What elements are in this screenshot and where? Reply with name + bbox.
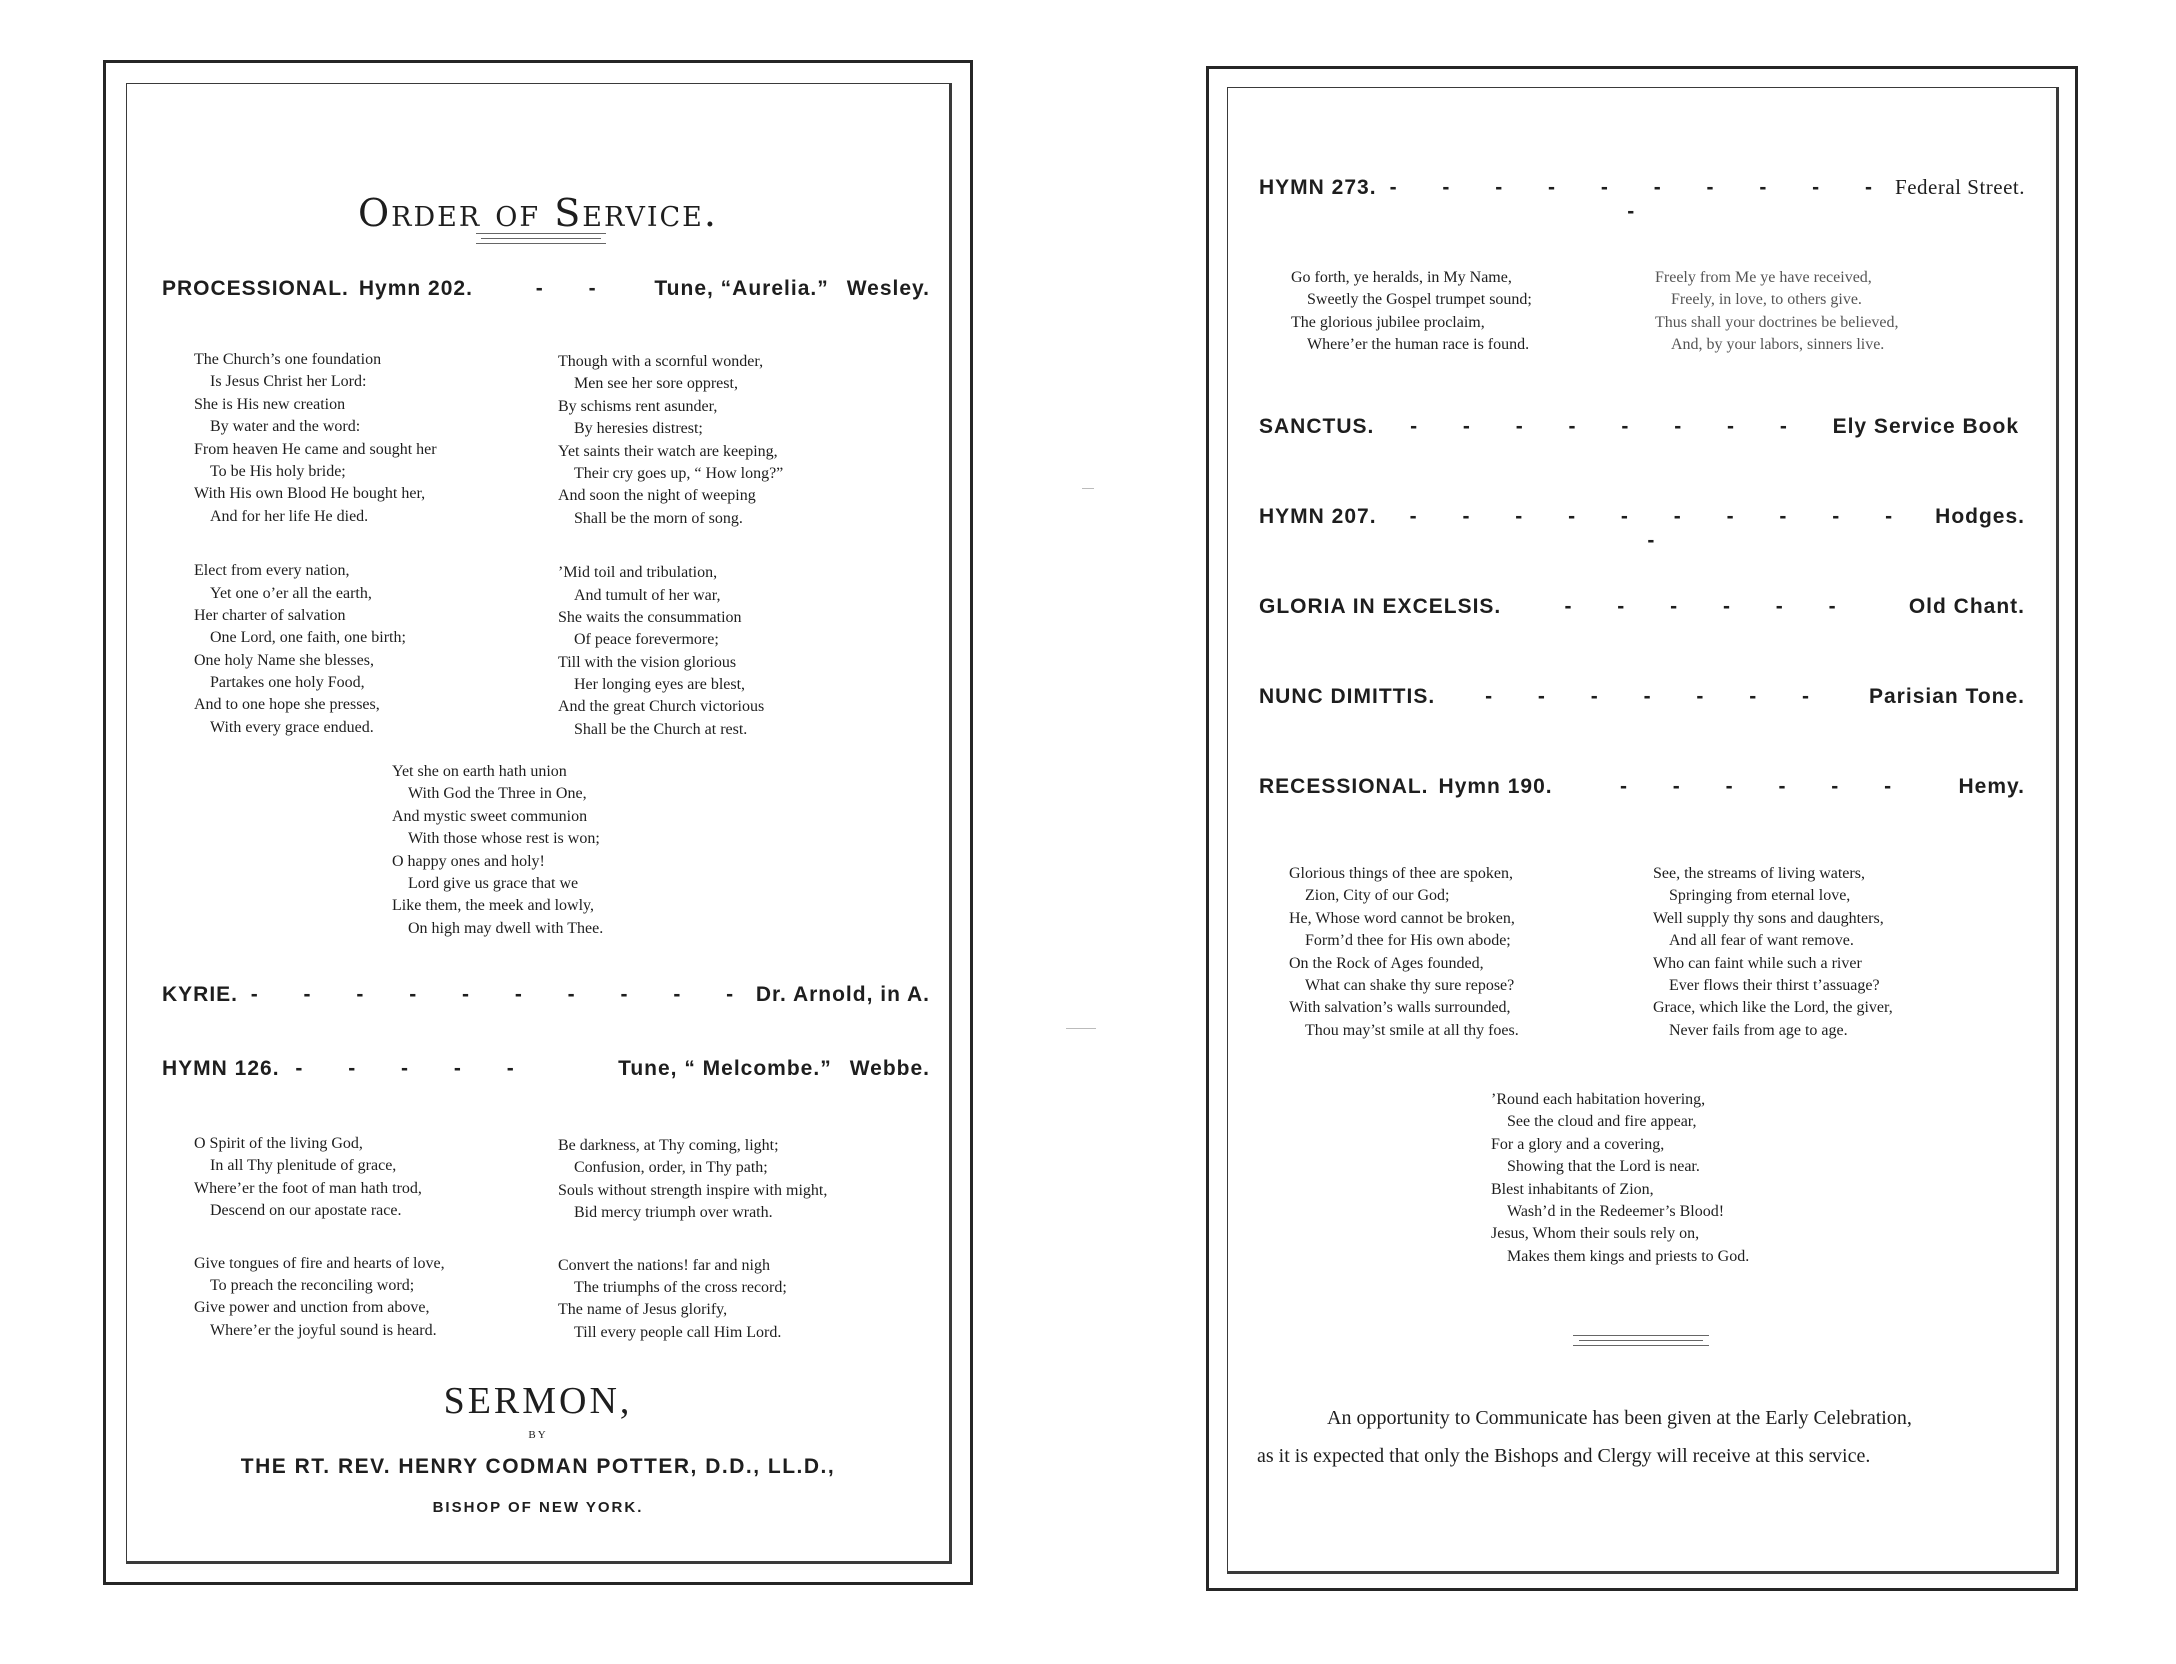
verse-line: The triumphs of the cross record; — [574, 1278, 787, 1296]
verse-line: Makes them kings and priests to God. — [1507, 1247, 1750, 1265]
hymn-126-column-1 — [194, 1133, 445, 1342]
verse-line: Where’er the human race is found. — [1307, 336, 1530, 354]
closing-ornament-rule-2 — [1579, 1340, 1703, 1341]
verse-line: Be darkness, at Thy coming, light; — [558, 1137, 779, 1154]
verse-line: And to one hope she presses, — [194, 696, 380, 714]
hymn-273-entry — [1259, 175, 2025, 224]
hymn-207-composer: Hodges. — [1935, 505, 2025, 528]
verse-line: Never fails from age to age. — [1669, 1021, 1848, 1039]
sermon-title: SERMON, — [443, 1380, 633, 1422]
communion-note-line-1: An opportunity to Communicate has been given at the Early Celebration, — [1327, 1407, 1912, 1429]
hymn-126-tune: Tune, “ Melcombe.” — [618, 1057, 832, 1080]
verse-line: Freely from Me ye have received, — [1655, 269, 1872, 286]
verse-line: Of peace forevermore; — [574, 631, 719, 649]
verse-line: Is Jesus Christ her Lord: — [210, 373, 367, 391]
verse-line: Till with the vision glorious — [558, 653, 737, 671]
hymn-190-column-2 — [1653, 863, 1893, 1042]
verse-line: And for her life He died. — [210, 507, 369, 525]
recessional-hymn-number: Hymn 190. — [1438, 775, 1553, 798]
verse-line: With every grace endued. — [210, 718, 374, 736]
verse-line: For a glory and a covering, — [1491, 1135, 1665, 1153]
sermon-by: BY — [528, 1429, 548, 1441]
right-page — [1206, 66, 2078, 1591]
verse-line: Shall be the morn of song. — [574, 509, 743, 527]
sanctus-leader: - - - - - - - - — [1410, 415, 1807, 438]
verse-line: With His own Blood He bought her, — [194, 485, 426, 503]
verse-line: Yet saints their watch are keeping, — [558, 442, 778, 460]
sermon-bishop-of: BISHOP OF NEW YORK. — [432, 1499, 644, 1516]
stanza-break — [194, 528, 437, 560]
verse-line: From heaven He came and sought her — [194, 440, 437, 458]
processional-tune: Tune, “Aurelia.” — [654, 277, 829, 300]
processional-hymn-number: Hymn 202. — [358, 277, 473, 300]
sanctus-setting: Ely Service Book — [1832, 415, 2019, 438]
verse-line: O happy ones and holy! — [392, 852, 545, 870]
verse-line: Descend on our apostate race. — [210, 1202, 402, 1220]
verse-line: See, the streams of living waters, — [1653, 865, 1865, 882]
verse-line: On high may dwell with Thee. — [408, 919, 604, 937]
stanza-break — [194, 1223, 445, 1253]
nunc-dimittis-setting: Parisian Tone. — [1869, 685, 2025, 708]
closing-ornament-rule-3 — [1573, 1345, 1709, 1346]
verse-line: Yet she on earth hath union — [392, 763, 567, 780]
verse-line: Showing that the Lord is near. — [1507, 1158, 1700, 1176]
verse-line: And the great Church victorious — [558, 698, 765, 716]
title-ornament-rule — [476, 233, 606, 234]
verse-line: Sweetly the Gospel trumpet sound; — [1307, 291, 1532, 309]
verse-line: To be His holy bride; — [210, 462, 346, 480]
verse-line: Though with a scornful wonder, — [558, 353, 764, 370]
hymn-190-column-1 — [1289, 863, 1519, 1042]
stanza-break — [558, 530, 783, 562]
verse-line: Go forth, ye heralds, in My Name, — [1291, 269, 1512, 286]
gloria-entry — [1259, 595, 2025, 619]
verse-line: The name of Jesus glorify, — [558, 1301, 728, 1319]
verse-line: With those whose rest is won; — [408, 830, 600, 848]
verse-line: Who can faint while such a river — [1653, 954, 1862, 972]
processional-composer: Wesley. — [846, 277, 930, 300]
hymn-126-entry — [162, 1057, 930, 1081]
recessional-entry — [1259, 775, 2025, 799]
verse-line: ’Round each habitation hovering, — [1491, 1091, 1706, 1108]
communion-note — [1257, 1399, 2027, 1475]
processional-label: PROCESSIONAL. — [162, 277, 349, 300]
nunc-dimittis-label: NUNC DIMITTIS. — [1259, 685, 1436, 708]
verse-line: Freely, in love, to others give. — [1671, 291, 1862, 309]
hymn-126-leader: - - - - - — [295, 1057, 534, 1080]
recessional-composer: Hemy. — [1958, 775, 2025, 798]
verse-line: Thou may’st smile at all thy foes. — [1305, 1021, 1519, 1039]
kyrie-entry — [162, 983, 930, 1007]
verse-line: The Church’s one foundation — [194, 351, 382, 368]
verse-line: On the Rock of Ages founded, — [1289, 954, 1484, 972]
verse-line: Bid mercy triumph over wrath. — [574, 1204, 773, 1222]
verse-line: In all Thy plenitude of grace, — [210, 1157, 397, 1175]
verse-line: What can shake thy sure repose? — [1305, 976, 1515, 994]
verse-line: Form’d thee for His own abode; — [1305, 932, 1511, 950]
verse-line: Men see her sore opprest, — [574, 375, 738, 393]
hymn-190-column-3 — [1491, 1089, 1749, 1268]
title-ornament-rule-3 — [476, 243, 606, 244]
verse-line: Confusion, order, in Thy path; — [574, 1159, 768, 1177]
verse-line: And, by your labors, sinners live. — [1671, 336, 1885, 354]
verse-line: Grace, which like the Lord, the giver, — [1653, 999, 1893, 1017]
verse-line: The glorious jubilee proclaim, — [1291, 313, 1485, 331]
hymn-202-column-1 — [194, 349, 437, 739]
kyrie-leader: - - - - - - - - - - — [250, 983, 754, 1006]
verse-line: Springing from eternal love, — [1669, 887, 1851, 905]
kyrie-setting: Dr. Arnold, in A. — [755, 983, 930, 1006]
title-ornament-rule-2 — [481, 238, 601, 239]
verse-line: Glorious things of thee are spoken, — [1289, 865, 1513, 882]
verse-line: Partakes one holy Food, — [210, 674, 365, 692]
verse-line: One Lord, one faith, one birth; — [210, 629, 406, 647]
kyrie-label: KYRIE. — [162, 983, 239, 1006]
verse-line: Blest inhabitants of Zion, — [1491, 1180, 1654, 1198]
recessional-label: RECESSIONAL. — [1259, 775, 1429, 798]
gutter-mark — [1082, 488, 1094, 489]
hymn-207-leader: - - - - - - - - - - - — [1409, 505, 1913, 552]
verse-line: By water and the word: — [210, 418, 361, 436]
closing-ornament-rule — [1573, 1335, 1709, 1336]
verse-line: Yet one o’er all the earth, — [210, 584, 372, 602]
verse-line: Their cry goes up, “ How long?” — [574, 464, 784, 482]
verse-line: She waits the consummation — [558, 608, 742, 626]
verse-line: Shall be the Church at rest. — [574, 720, 748, 738]
verse-line: Her longing eyes are blest, — [574, 676, 746, 694]
gloria-leader: - - - - - - — [1564, 595, 1856, 618]
verse-line: Give tongues of fire and hearts of love, — [194, 1254, 445, 1272]
gutter-mark — [1066, 1028, 1096, 1029]
verse-line: And soon the night of weeping — [558, 487, 756, 505]
verse-line: Where’er the joyful sound is heard. — [210, 1321, 437, 1339]
order-of-service-title: Order of Service. — [358, 191, 718, 235]
verse-line: Till every people call Him Lord. — [574, 1323, 782, 1341]
verse-line: Like them, the meek and lowly, — [392, 897, 595, 915]
gloria-setting: Old Chant. — [1908, 595, 2025, 618]
verse-line: And tumult of her war, — [574, 586, 721, 604]
verse-line: Lord give us grace that we — [408, 874, 579, 892]
sermon-speaker: THE RT. REV. HENRY CODMAN POTTER, D.D., LL.D., — [240, 1455, 836, 1478]
verse-line: By schisms rent asunder, — [558, 397, 718, 415]
verse-line: Zion, City of our God; — [1305, 887, 1450, 905]
stanza-break — [558, 1225, 827, 1255]
hymn-273-column-2 — [1655, 267, 1899, 357]
verse-line: She is His new creation — [194, 395, 346, 413]
verse-line: Convert the nations! far and nigh — [558, 1256, 770, 1274]
hymn-126-composer: Webbe. — [849, 1057, 930, 1080]
verse-line: Thus shall your doctrines be believed, — [1655, 313, 1899, 331]
verse-line: With salvation’s walls surrounded, — [1289, 999, 1511, 1017]
hymn-126-label: HYMN 126. — [162, 1057, 280, 1080]
hymn-273-label: HYMN 273. — [1259, 176, 1377, 199]
hymn-273-tune: Federal Street. — [1895, 175, 2025, 199]
verse-line: And mystic sweet communion — [392, 807, 588, 825]
communion-note-line-2: as it is expected that only the Bishops and Clergy will receive at this service. — [1257, 1445, 1871, 1467]
verse-line: One holy Name she blesses, — [194, 651, 374, 669]
verse-line: He, Whose word cannot be broken, — [1289, 909, 1515, 927]
hymn-202-column-3 — [392, 761, 603, 940]
verse-line: Souls without strength inspire with might, — [558, 1181, 828, 1199]
hymn-126-column-2 — [558, 1135, 827, 1344]
hymn-207-label: HYMN 207. — [1259, 505, 1377, 528]
verse-line: With God the Three in One, — [408, 785, 587, 803]
verse-line: Her charter of salvation — [194, 606, 346, 624]
processional-leader: - - — [535, 277, 616, 300]
nunc-dimittis-leader: - - - - - - - — [1485, 685, 1830, 708]
hymn-273-leader: - - - - - - - - - - - — [1389, 176, 1893, 223]
verse-line: Give power and unction from above, — [194, 1299, 430, 1317]
verse-line: Ever flows their thirst t’assuage? — [1669, 976, 1880, 994]
verse-line: Jesus, Whom their souls rely on, — [1491, 1225, 1700, 1243]
verse-line: Elect from every nation, — [194, 562, 350, 580]
verse-line: ’Mid toil and tribulation, — [558, 564, 718, 582]
sanctus-label: SANCTUS. — [1259, 415, 1375, 438]
verse-line: And all fear of want remove. — [1669, 932, 1854, 950]
verse-line: Wash’d in the Redeemer’s Blood! — [1507, 1202, 1725, 1220]
verse-line: By heresies distrest; — [574, 420, 703, 438]
left-page — [103, 60, 973, 1585]
gloria-label: GLORIA IN EXCELSIS. — [1259, 595, 1502, 618]
sanctus-entry — [1259, 415, 2019, 439]
verse-line: O Spirit of the living God, — [194, 1135, 363, 1152]
verse-line: Well supply thy sons and daughters, — [1653, 909, 1884, 927]
hymn-207-entry — [1259, 505, 2025, 553]
nunc-dimittis-entry — [1259, 685, 2025, 709]
recessional-leader: - - - - - - — [1619, 775, 1912, 798]
verse-line: Where’er the foot of man hath trod, — [194, 1179, 422, 1197]
processional-entry — [162, 277, 930, 301]
hymn-273-column-1 — [1291, 267, 1532, 357]
verse-line: To preach the reconciling word; — [210, 1276, 415, 1294]
hymn-202-column-2 — [558, 351, 783, 741]
verse-line: See the cloud and fire appear, — [1507, 1113, 1697, 1131]
